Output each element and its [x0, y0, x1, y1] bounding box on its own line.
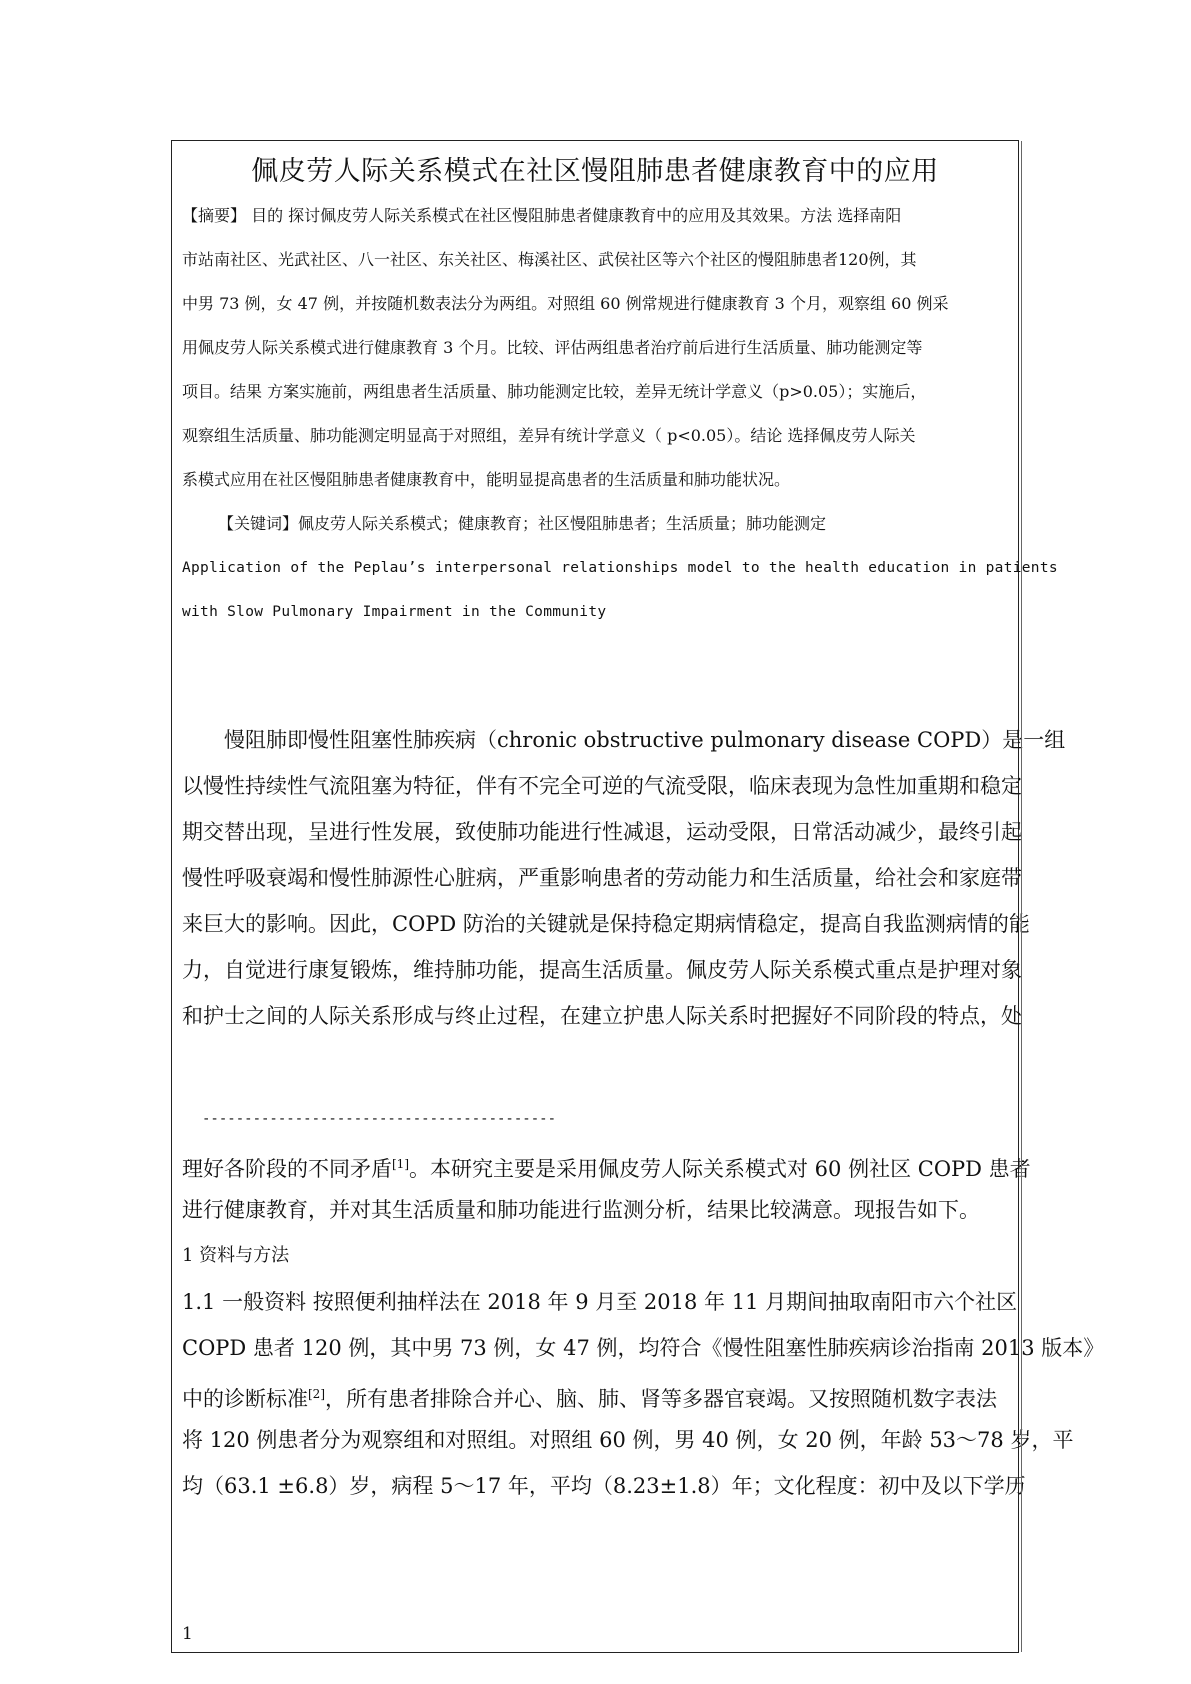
abstract-line: 项目。结果 方案实施前，两组患者生活质量、肺功能测定比较，差异无统计学意义（p>0.05）；实施后，: [182, 382, 927, 401]
keywords: 【关键词】佩皮劳人际关系模式；健康教育；社区慢阻肺患者；生活质量；肺功能测定: [218, 514, 827, 533]
article-title: 佩皮劳人际关系模式在社区慢阻肺患者健康教育中的应用: [251, 156, 939, 187]
body-line: COPD 患者 120 例，其中男 73 例，女 47 例，均符合《慢性阻塞性肺疾病诊治指南 2013 版本》: [182, 1336, 1105, 1360]
body-line: [182, 1141, 1031, 1192]
body-text: 中的诊断标准: [182, 1387, 308, 1411]
intro-line: 期交替出现，呈进行性发展，致使肺功能进行性减退，运动受限，日常活动减少，最终引起: [182, 820, 1022, 844]
body-text: 理好各阶段的不同矛盾: [182, 1157, 392, 1181]
body-line: 进行健康教育，并对其生活质量和肺功能进行监测分析，结果比较满意。现报告如下。: [182, 1198, 980, 1222]
english-title-line: Application of the Peplau’s interpersonal relationships model to the health education in patients: [182, 560, 1058, 576]
body-line: [182, 1371, 1004, 1422]
body-text: 。本研究主要是采用佩皮劳人际关系模式对 60 例社区 COPD 患者: [409, 1157, 1031, 1181]
page-frame: [171, 140, 1105, 1653]
abstract-line: 【摘要】 目的 探讨佩皮劳人际关系模式在社区慢阻肺患者健康教育中的应用及其效果。方法 选择南阳: [182, 206, 902, 225]
reference-mark: [2]: [308, 1387, 325, 1401]
english-title-line: with Slow Pulmonary Impairment in the Community: [182, 604, 607, 620]
body-line: 均（63.1 ±6.8）岁，病程 5～17 年，平均（8.23±1.8）年；文化程度：初中及以下学历: [182, 1474, 1026, 1498]
abstract-line: 系模式应用在社区慢阻肺患者健康教育中，能明显提高患者的生活质量和肺功能状况。: [182, 470, 791, 489]
intro-line: 以慢性持续性气流阻塞为特征，伴有不完全可逆的气流受限，临床表现为急性加重期和稳定: [182, 774, 1022, 798]
abstract-line: 观察组生活质量、肺功能测定明显高于对照组，差异有统计学意义（ p<0.05）。结论 选择佩皮劳人际关: [182, 426, 916, 445]
page-number: 1: [182, 1624, 193, 1644]
intro-line: 慢性呼吸衰竭和慢性肺源性心脏病，严重影响患者的劳动能力和生活质量，给社会和家庭带: [182, 866, 1022, 890]
intro-line: 来巨大的影响。因此，COPD 防治的关键就是保持稳定期病情稳定，提高自我监测病情的能: [182, 912, 1030, 936]
body-line: 将 120 例患者分为观察组和对照组。对照组 60 例，男 40 例，女 20 例，年龄 53～78 岁，平: [182, 1428, 1074, 1452]
body-text: ，所有患者排除合并心、脑、肺、肾等多器官衰竭。又按照随机数字表法: [325, 1387, 997, 1411]
section-heading: 1 资料与方法: [182, 1245, 290, 1266]
page-break-divider: ------------------------------------------: [202, 1111, 557, 1127]
body-line: 1.1 一般资料 按照便利抽样法在 2018 年 9 月至 2018 年 11 月期间抽取南阳市六个社区: [182, 1290, 1018, 1314]
intro-line: 力，自觉进行康复锻炼，维持肺功能，提高生活质量。佩皮劳人际关系模式重点是护理对象: [182, 958, 1022, 982]
abstract-line: 中男 73 例，女 47 例，并按随机数表法分为两组。对照组 60 例常规进行健康教育 3 个月，观察组 60 例采: [182, 294, 949, 313]
abstract-line: 市站南社区、光武社区、八一社区、东关社区、梅溪社区、武侯社区等六个社区的慢阻肺患者120例，其: [182, 250, 917, 269]
abstract-line: 用佩皮劳人际关系模式进行健康教育 3 个月。比较、评估两组患者治疗前后进行生活质量、肺功能测定等: [182, 338, 923, 357]
reference-mark: [1]: [392, 1157, 409, 1171]
intro-line: 和护士之间的人际关系形成与终止过程，在建立护患人际关系时把握好不同阶段的特点，处: [182, 1004, 1022, 1028]
intro-line: 慢阻肺即慢性阻塞性肺疾病（chronic obstructive pulmonary disease COPD）是一组: [224, 728, 1066, 752]
